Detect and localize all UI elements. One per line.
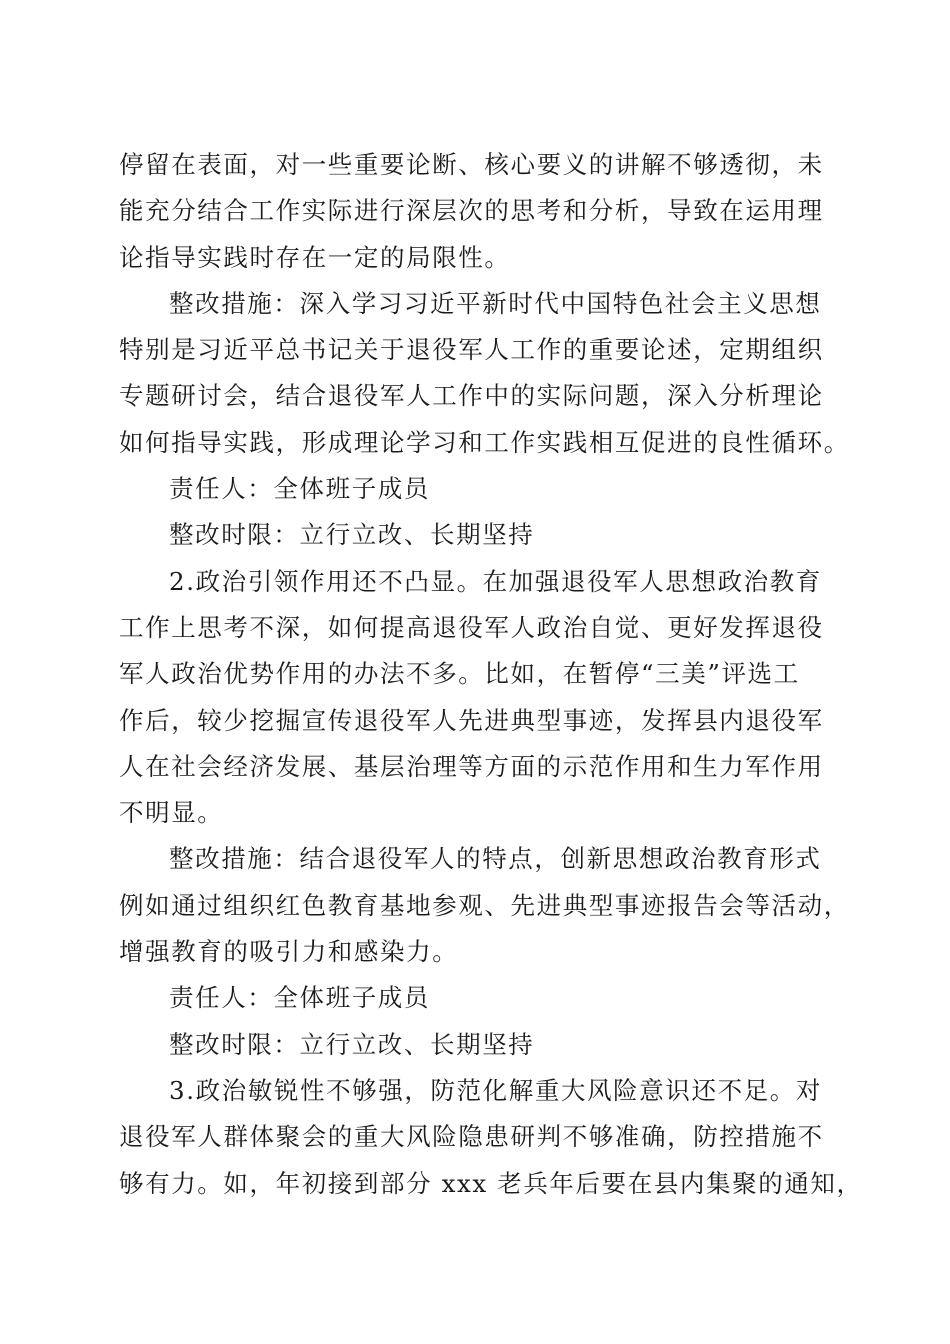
text-line: 整改时限：立行立改、长期坚持 bbox=[169, 520, 535, 550]
text-line: 增强教育的吸引力和感染力。 bbox=[119, 937, 459, 967]
text-line: 人在社会经济发展、基层治理等方面的示范作用和生力军作用 bbox=[119, 751, 824, 781]
text-line: 专题研讨会，结合退役军人工作中的实际问题，深入分析理论 bbox=[119, 381, 824, 411]
text-line: 军人政治优势作用的办法不多。比如，在暂停“三美”评选工 bbox=[119, 659, 800, 689]
text-line: 例如通过组织红色教育基地参观、先进典型事迹报告会等活动， bbox=[119, 890, 850, 920]
text-line: 作后，较少挖掘宣传退役军人先进典型事迹，发挥县内退役军 bbox=[119, 705, 824, 735]
text-line: 不明显。 bbox=[119, 798, 224, 828]
text-line: 整改措施：深入学习习近平新时代中国特色社会主义思想 bbox=[169, 288, 822, 318]
text-line: 责任人：全体班子成员 bbox=[169, 983, 430, 1013]
text-line: 工作上思考不深，如何提高退役军人政治自觉、更好发挥退役 bbox=[119, 612, 824, 642]
text-line: 够有力。如，年初接到部分 xxx 老兵年后要在县内集聚的通知， bbox=[119, 1168, 863, 1198]
text-line: 责任人：全体班子成员 bbox=[169, 474, 430, 504]
text-line: 2.政治引领作用还不凸显。在加强退役军人思想政治教育 bbox=[169, 566, 822, 596]
text-line: 整改措施：结合退役军人的特点，创新思想政治教育形式 bbox=[169, 844, 822, 874]
document-body bbox=[119, 142, 863, 1207]
text-line: 整改时限：立行立改、长期坚持 bbox=[169, 1029, 535, 1059]
text-line: 退役军人群体聚会的重大风险隐患研判不够准确，防控措施不 bbox=[119, 1122, 824, 1152]
text-line: 能充分结合工作实际进行深层次的思考和分析，导致在运用理 bbox=[119, 196, 824, 226]
text-line: 论指导实践时存在一定的局限性。 bbox=[119, 242, 511, 272]
text-line: 3.政治敏锐性不够强，防范化解重大风险意识还不足。对 bbox=[169, 1075, 822, 1105]
text-line: 特别是习近平总书记关于退役军人工作的重要论述，定期组织 bbox=[119, 335, 824, 365]
text-line: 停留在表面，对一些重要论断、核心要义的讲解不够透彻，未 bbox=[119, 150, 824, 179]
text-line: 如何指导实践，形成理论学习和工作实践相互促进的良性循环。 bbox=[119, 427, 850, 457]
